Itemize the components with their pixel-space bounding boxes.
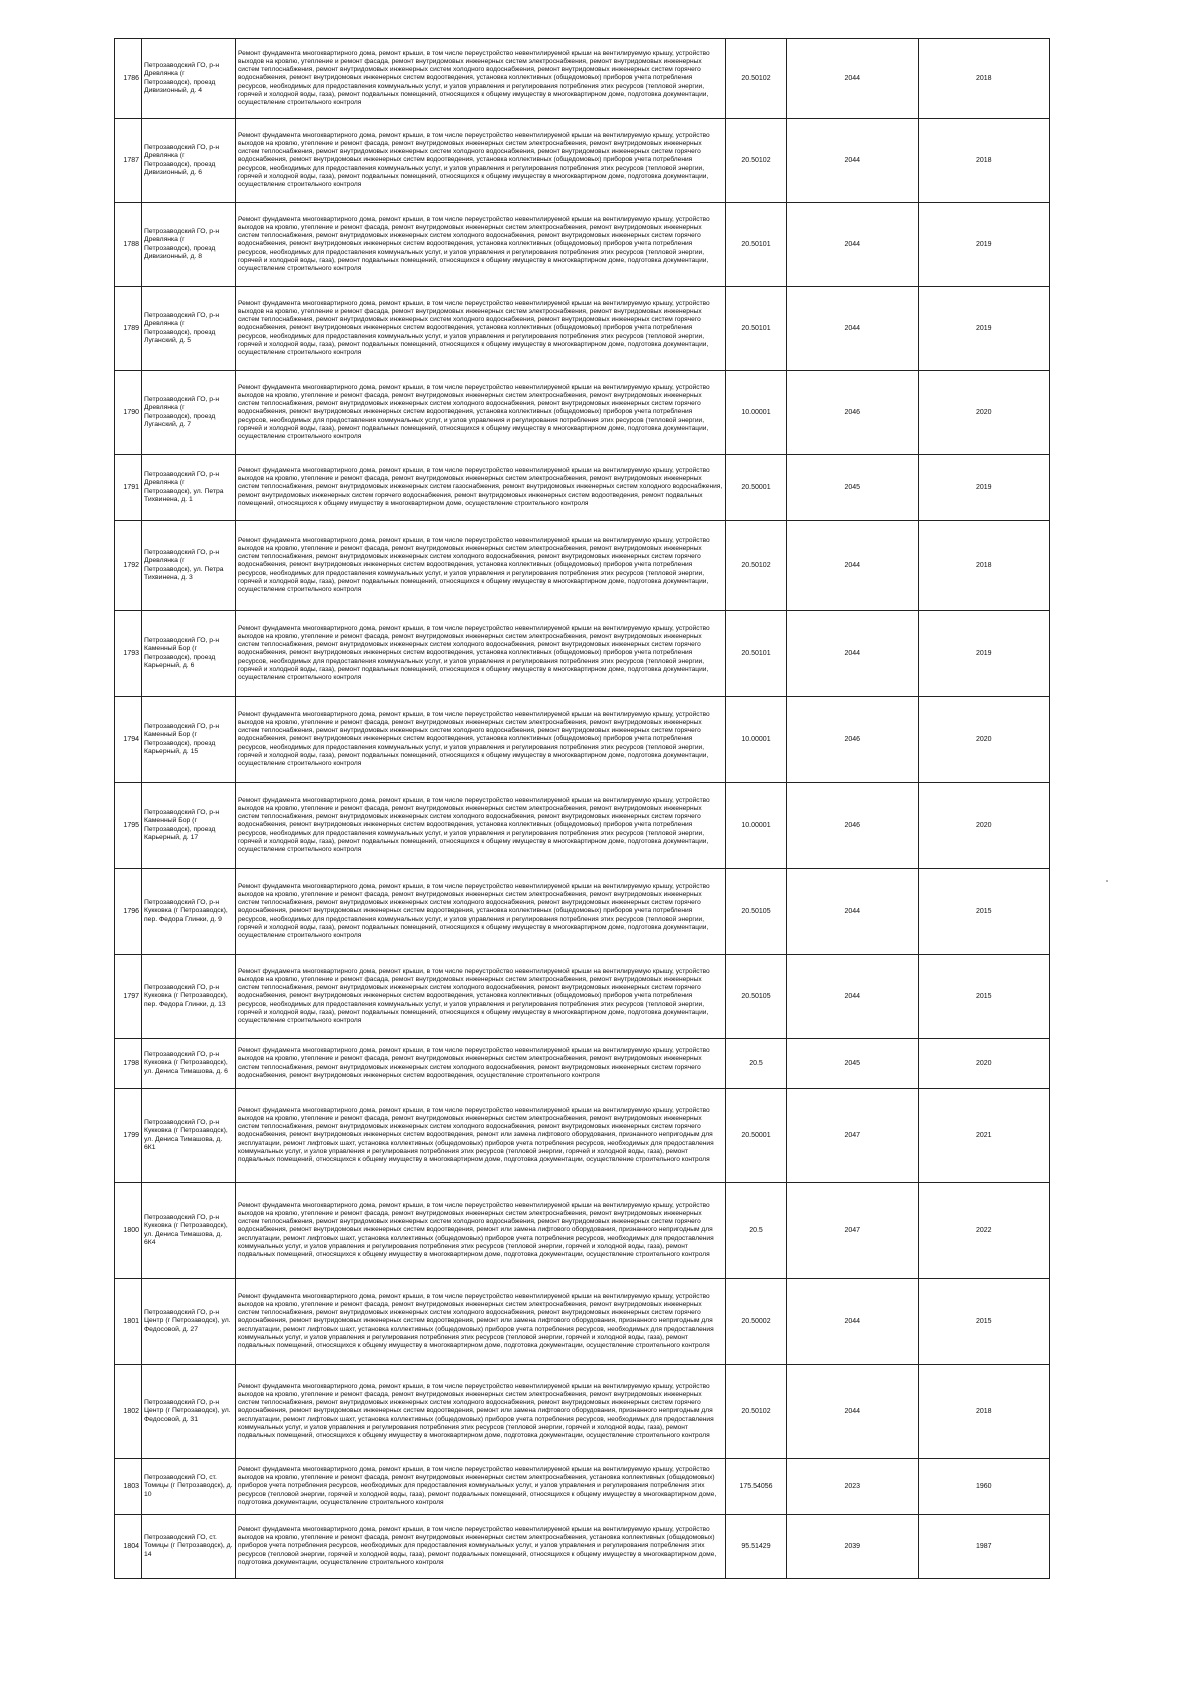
address-cell [142,119,236,203]
planned-year-cell-text: 2044 [844,241,861,248]
row-number-cell [115,1365,142,1459]
planned-year-cell [787,39,919,119]
repair-works-cell-text: Ремонт фундамента многоквартирного дома, ремонт крыши, в том числе переустройство невентилируемой крыши на вентилируемую крышу, устройство выходов на кровлю, утепление и ремонт фасада, ремонт внутридомовых инженерных систем электроснабжения, ремонт внутридомовых инженерных систем теплоснабжения, ремонт внутридомовых инженерных систем холодного водоснабжения, ремонт внутридомовых инженерных систем горячего водоснабжения, ремонт внутридомовых инженерных систем водоотведения, установка коллективных (общедомовых) приборов учета потребления ресурсов, необходимых для предоставления коммунальных услуг, и узлов управления и регулирования потребления этих ресурсов (тепловой энергии, горячей и холодной воды, газа), ремонт подвальных помещений, относящихся к общему имуществу в многоквартирном доме, подготовка документации, осуществление строительного контроля [238,383,710,440]
row-number-cell [115,203,142,287]
repair-works-cell-text: Ремонт фундамента многоквартирного дома, ремонт крыши, в том числе переустройство невентилируемой крыши на вентилируемую крышу, устройство выходов на кровлю, утепление и ремонт фасада, ремонт внутридомовых инженерных систем электроснабжения, ремонт внутридомовых инженерных систем теплоснабжения, ремонт внутридомовых инженерных систем газоснабжения, ремонт внутридомовых инженерных систем холодного водоснабжения, ремонт внутридомовых инженерных систем горячего водоснабжения, ремонт внутридомовых инженерных систем водоотведения, ремонт подвальных помещений, относящихся к общему имуществу в многоквартирном доме, осуществление строительного контроля [238,466,723,507]
row-number-cell [115,119,142,203]
year-cell-text: 2020 [975,822,992,829]
row-number-cell [115,1039,142,1089]
address-cell-text: Петрозаводский ГО, р-н Кукковка (г Петрозаводск), пер. Федора Глинки, д. 9 [144,898,228,923]
table-row [115,1039,1050,1089]
planned-year-cell-text: 2047 [844,1227,861,1234]
year-cell [918,455,1050,521]
repair-works-cell [236,1039,726,1089]
repair-works-cell-text: Ремонт фундамента многоквартирного дома, ремонт крыши, в том числе переустройство невентилируемой крыши на вентилируемую крышу, устройство выходов на кровлю, утепление и ремонт фасада, ремонт внутридомовых инженерных систем электроснабжения, ремонт внутридомовых инженерных систем теплоснабжения, ремонт внутридомовых инженерных систем холодного водоснабжения, ремонт внутридомовых инженерных систем горячего водоснабжения, ремонт внутридомовых инженерных систем водоотведения, ремонт или замена лифтового оборудования, признанного непригодным для эксплуатации, ремонт лифтовых шахт, установка коллективных (общедомовых) приборов учета потребления ресурсов, необходимых для предоставления коммунальных услуг, и узлов управления и регулирования потребления этих ресурсов (тепловой энергии, горячей и холодной воды, газа), ремонт подвальных помещений, относящихся к общему имуществу в многоквартирном доме, подготовка документации, осуществление строительного контроля [238,1201,714,1258]
planned-year-cell-text: 2044 [844,325,861,332]
address-cell [142,455,236,521]
planned-year-cell [787,521,919,611]
cost-cell [726,1279,787,1365]
table-row [115,955,1050,1039]
year-cell-text: 2019 [975,484,992,491]
row-number-cell-text: 1793 [123,650,139,657]
planned-year-cell [787,783,919,869]
repair-works-cell [236,1459,726,1515]
row-number-cell [115,371,142,455]
year-cell-text: 2018 [975,75,992,82]
address-cell [142,955,236,1039]
row-number-cell-text: 1798 [123,1060,139,1067]
row-number-cell [115,1279,142,1365]
table-row [115,119,1050,203]
cost-cell [726,783,787,869]
address-cell-text: Петрозаводский ГО, р-н Каменный Бор (г Петрозаводск), проезд Карьерный, д. 17 [144,808,220,841]
cost-cell [726,455,787,521]
address-cell-text: Петрозаводский ГО, р-н Каменный Бор (г Петрозаводск), проезд Карьерный, д. 15 [144,722,220,755]
cost-cell-text: 20.50002 [741,1318,771,1325]
table-row [115,39,1050,119]
repair-works-cell-text: Ремонт фундамента многоквартирного дома, ремонт крыши, в том числе переустройство невентилируемой крыши на вентилируемую крышу, устройство выходов на кровлю, утепление и ремонт фасада, ремонт внутридомовых инженерных систем электроснабжения, ремонт внутридомовых инженерных систем теплоснабжения, ремонт внутридомовых инженерных систем холодного водоснабжения, ремонт внутридомовых инженерных систем горячего водоснабжения, ремонт внутридомовых инженерных систем водоотведения, установка коллективных (общедомовых) приборов учета потребления ресурсов, необходимых для предоставления коммунальных услуг, и узлов управления и регулирования потребления этих ресурсов (тепловой энергии, горячей и холодной воды, газа), ремонт подвальных помещений, относящихся к общему имуществу в многоквартирном доме, подготовка документации, осуществление строительного контроля [238,624,710,681]
year-cell-text: 2015 [975,908,992,915]
table-row [115,1183,1050,1279]
repair-works-cell [236,119,726,203]
planned-year-cell [787,455,919,521]
year-cell-text: 2021 [975,1132,992,1139]
planned-year-cell [787,203,919,287]
planned-year-cell-text: 2046 [844,736,861,743]
cost-cell-text: 20.50102 [741,562,771,569]
planned-year-cell-text: 2023 [844,1483,861,1490]
row-number-cell [115,1459,142,1515]
cost-cell [726,1365,787,1459]
repair-works-cell [236,1365,726,1459]
repair-works-cell [236,611,726,697]
year-cell-text: 2018 [975,1408,992,1415]
year-cell-text: 2019 [975,241,992,248]
planned-year-cell-text: 2047 [844,1132,861,1139]
repair-works-cell-text: Ремонт фундамента многоквартирного дома, ремонт крыши, в том числе переустройство невентилируемой крыши на вентилируемую крышу, устройство выходов на кровлю, утепление и ремонт фасада, ремонт внутридомовых инженерных систем электроснабжения, ремонт внутридомовых инженерных систем теплоснабжения, ремонт внутридомовых инженерных систем холодного водоснабжения, ремонт внутридомовых инженерных систем горячего водоснабжения, ремонт внутридомовых инженерных систем водоотведения, осуществление строительного контроля [238,1047,710,1079]
year-cell [918,783,1050,869]
table-row [115,1089,1050,1183]
year-cell-text: 2020 [975,736,992,743]
cost-cell [726,521,787,611]
row-number-cell [115,611,142,697]
year-cell [918,1279,1050,1365]
repair-works-cell-text: Ремонт фундамента многоквартирного дома, ремонт крыши, в том числе переустройство невентилируемой крыши на вентилируемую крышу, устройство выходов на кровлю, утепление и ремонт фасада, ремонт внутридомовых инженерных систем электроснабжения, ремонт внутридомовых инженерных систем теплоснабжения, ремонт внутридомовых инженерных систем холодного водоснабжения, ремонт внутридомовых инженерных систем горячего водоснабжения, ремонт внутридомовых инженерных систем водоотведения, установка коллективных (общедомовых) приборов учета потребления ресурсов, необходимых для предоставления коммунальных услуг, и узлов управления и регулирования потребления этих ресурсов (тепловой энергии, горячей и холодной воды, газа), ремонт подвальных помещений, относящихся к общему имуществу в многоквартирном доме, подготовка документации, осуществление строительного контроля [238,882,710,939]
year-cell-text: 2019 [975,650,992,657]
table-row [115,1365,1050,1459]
repair-works-cell-text: Ремонт фундамента многоквартирного дома, ремонт крыши, в том числе переустройство невентилируемой крыши на вентилируемую крышу, устройство выходов на кровлю, утепление и ремонт фасада, ремонт внутридомовых инженерных систем электроснабжения, установка коллективных (общедомовых) приборов учета потребления ресурсов, необходимых для предоставления коммунальных услуг, и узлов управления и регулирования потребления этих ресурсов (тепловой энергии, горячей и холодной воды, газа), ремонт подвальных помещений, относящихся к общему имуществу в многоквартирном доме, подготовка документации, осуществление строительного контроля [238,1465,717,1506]
year-cell-text: 2019 [975,325,992,332]
planned-year-cell [787,1279,919,1365]
table-row [115,521,1050,611]
planned-year-cell-text: 2044 [844,993,861,1000]
year-cell [918,869,1050,955]
row-number-cell [115,521,142,611]
repair-works-cell-text: Ремонт фундамента многоквартирного дома, ремонт крыши, в том числе переустройство невентилируемой крыши на вентилируемую крышу, устройство выходов на кровлю, утепление и ремонт фасада, ремонт внутридомовых инженерных систем электроснабжения, ремонт внутридомовых инженерных систем теплоснабжения, ремонт внутридомовых инженерных систем холодного водоснабжения, ремонт внутридомовых инженерных систем горячего водоснабжения, ремонт внутридомовых инженерных систем водоотведения, установка коллективных (общедомовых) приборов учета потребления ресурсов, необходимых для предоставления коммунальных услуг, и узлов управления и регулирования потребления этих ресурсов (тепловой энергии, горячей и холодной воды, газа), ремонт подвальных помещений, относящихся к общему имуществу в многоквартирном доме, подготовка документации, осуществление строительного контроля [238,49,710,106]
year-cell [918,1515,1050,1579]
row-number-cell [115,455,142,521]
table-row [115,371,1050,455]
year-cell-text: 1960 [975,1483,992,1490]
address-cell [142,869,236,955]
row-number-cell [115,955,142,1039]
cost-cell [726,287,787,371]
year-cell-text: 2018 [975,562,992,569]
row-number-cell [115,1183,142,1279]
repair-works-cell-text: Ремонт фундамента многоквартирного дома, ремонт крыши, в том числе переустройство невентилируемой крыши на вентилируемую крышу, устройство выходов на кровлю, утепление и ремонт фасада, ремонт внутридомовых инженерных систем электроснабжения, ремонт внутридомовых инженерных систем теплоснабжения, ремонт внутридомовых инженерных систем холодного водоснабжения, ремонт внутридомовых инженерных систем горячего водоснабжения, ремонт внутридомовых инженерных систем водоотведения, ремонт или замена лифтового оборудования, признанного непригодным для эксплуатации, ремонт лифтовых шахт, установка коллективных (общедомовых) приборов учета потребления ресурсов, необходимых для предоставления коммунальных услуг, и узлов управления и регулирования потребления этих ресурсов (тепловой энергии, горячей и холодной воды, газа), ремонт подвальных помещений, относящихся к общему имуществу в многоквартирном доме, подготовка документации, осуществление строительного контроля [238,1292,714,1349]
planned-year-cell [787,1089,919,1183]
planned-year-cell [787,371,919,455]
planned-year-cell [787,1365,919,1459]
planned-year-cell [787,697,919,783]
year-cell [918,119,1050,203]
address-cell-text: Петрозаводский ГО, р-н Древлянка (г Петрозаводск), проезд Дивизионный, д. 4 [144,61,220,94]
table-row [115,869,1050,955]
row-number-cell-text: 1802 [123,1408,139,1415]
row-number-cell-text: 1801 [123,1318,139,1325]
row-number-cell-text: 1790 [123,409,139,416]
row-number-cell-text: 1787 [123,157,139,164]
planned-year-cell-text: 2044 [844,75,861,82]
row-number-cell-text: 1791 [123,484,139,491]
address-cell [142,203,236,287]
address-cell-text: Петрозаводский ГО, р-н Каменный Бор (г Петрозаводск), проезд Карьерный, д. 6 [144,636,220,669]
repair-works-cell-text: Ремонт фундамента многоквартирного дома, ремонт крыши, в том числе переустройство невентилируемой крыши на вентилируемую крышу, устройство выходов на кровлю, утепление и ремонт фасада, ремонт внутридомовых инженерных систем электроснабжения, ремонт внутридомовых инженерных систем теплоснабжения, ремонт внутридомовых инженерных систем холодного водоснабжения, ремонт внутридомовых инженерных систем горячего водоснабжения, ремонт внутридомовых инженерных систем водоотведения, установка коллективных (общедомовых) приборов учета потребления ресурсов, необходимых для предоставления коммунальных услуг, и узлов управления и регулирования потребления этих ресурсов (тепловой энергии, горячей и холодной воды, газа), ремонт подвальных помещений, относящихся к общему имуществу в многоквартирном доме, подготовка документации, осуществление строительного контроля [238,710,710,767]
repair-works-cell [236,371,726,455]
repair-works-cell [236,955,726,1039]
planned-year-cell-text: 2046 [844,409,861,416]
cost-cell [726,1515,787,1579]
planned-year-cell-text: 2044 [844,908,861,915]
table-row [115,1515,1050,1579]
year-cell [918,1183,1050,1279]
address-cell-text: Петрозаводский ГО, ст. Томицы (г Петрозаводск), д. 14 [144,1533,233,1558]
planned-year-cell-text: 2044 [844,157,861,164]
year-cell-text: 2020 [975,1060,992,1067]
table-row [115,1459,1050,1515]
address-cell [142,39,236,119]
year-cell [918,203,1050,287]
address-cell-text: Петрозаводский ГО, р-н Древлянка (г Петрозаводск), проезд Луганский, д. 7 [144,395,220,428]
year-cell [918,1365,1050,1459]
row-number-cell [115,869,142,955]
table-body [115,39,1050,1579]
repair-works-cell [236,1279,726,1365]
cost-cell-text: 20.50101 [741,325,771,332]
cost-cell-text: 20.5 [749,1060,763,1067]
cost-cell-text: 20.50101 [741,241,771,248]
repair-works-cell [236,39,726,119]
planned-year-cell-text: 2046 [844,822,861,829]
capital-repair-table [114,38,1050,1579]
row-number-cell [115,287,142,371]
year-cell-text: 2018 [975,157,992,164]
planned-year-cell [787,869,919,955]
planned-year-cell [787,611,919,697]
year-cell [918,611,1050,697]
repair-works-cell [236,1515,726,1579]
planned-year-cell-text: 2045 [844,1060,861,1067]
address-cell-text: Петрозаводский ГО, р-н Кукковка (г Петрозаводск), ул. Дениса Тимашова, д. 6К4 [144,1213,228,1246]
cost-cell-text: 20.50105 [741,993,771,1000]
year-cell [918,287,1050,371]
address-cell-text: Петрозаводский ГО, р-н Кукковка (г Петрозаводск), ул. Дениса Тимашова, д. 6К1 [144,1118,228,1151]
address-cell [142,1183,236,1279]
planned-year-cell [787,955,919,1039]
row-number-cell-text: 1800 [123,1227,139,1234]
planned-year-cell-text: 2039 [844,1543,861,1550]
planned-year-cell [787,1459,919,1515]
table-row [115,455,1050,521]
cost-cell [726,203,787,287]
year-cell-text: 2015 [975,993,992,1000]
address-cell-text: Петрозаводский ГО, р-н Древлянка (г Петрозаводск), проезд Дивизионный, д. 6 [144,143,220,176]
row-number-cell-text: 1797 [123,993,139,1000]
year-cell-text: 2015 [975,1318,992,1325]
planned-year-cell-text: 2045 [844,484,861,491]
table-row [115,783,1050,869]
planned-year-cell-text: 2044 [844,562,861,569]
year-cell [918,1089,1050,1183]
table-row [115,287,1050,371]
cost-cell [726,1039,787,1089]
table-row [115,203,1050,287]
year-cell [918,39,1050,119]
cost-cell [726,611,787,697]
year-cell [918,371,1050,455]
address-cell [142,1039,236,1089]
cost-cell [726,1183,787,1279]
row-number-cell [115,1089,142,1183]
table-row [115,611,1050,697]
cost-cell-text: 10.00001 [741,409,771,416]
repair-works-cell [236,697,726,783]
year-cell [918,955,1050,1039]
repair-works-cell-text: Ремонт фундамента многоквартирного дома, ремонт крыши, в том числе переустройство невентилируемой крыши на вентилируемую крышу, устройство выходов на кровлю, утепление и ремонт фасада, ремонт внутридомовых инженерных систем электроснабжения, ремонт внутридомовых инженерных систем теплоснабжения, ремонт внутридомовых инженерных систем холодного водоснабжения, ремонт внутридомовых инженерных систем горячего водоснабжения, ремонт внутридомовых инженерных систем водоотведения, ремонт или замена лифтового оборудования, признанного непригодным для эксплуатации, ремонт лифтовых шахт, установка коллективных (общедомовых) приборов учета потребления ресурсов, необходимых для предоставления коммунальных услуг, и узлов управления и регулирования потребления этих ресурсов (тепловой энергии, горячей и холодной воды, газа), ремонт подвальных помещений, относящихся к общему имуществу в многоквартирном доме, подготовка документации, осуществление строительного контроля [238,1106,714,1163]
cost-cell-text: 20.50101 [741,650,771,657]
scan-speck [1106,880,1108,882]
cost-cell-text: 10.00001 [741,822,771,829]
year-cell [918,521,1050,611]
cost-cell-text: 175.54056 [739,1483,773,1490]
cost-cell [726,955,787,1039]
row-number-cell [115,697,142,783]
address-cell [142,697,236,783]
address-cell-text: Петрозаводский ГО, ст. Томицы (г Петрозаводск), д. 10 [144,1473,233,1498]
repair-works-cell-text: Ремонт фундамента многоквартирного дома, ремонт крыши, в том числе переустройство невентилируемой крыши на вентилируемую крышу, устройство выходов на кровлю, утепление и ремонт фасада, ремонт внутридомовых инженерных систем электроснабжения, ремонт внутридомовых инженерных систем теплоснабжения, ремонт внутридомовых инженерных систем холодного водоснабжения, ремонт внутридомовых инженерных систем горячего водоснабжения, ремонт внутридомовых инженерных систем водоотведения, установка коллективных (общедомовых) приборов учета потребления ресурсов, необходимых для предоставления коммунальных услуг, и узлов управления и регулирования потребления этих ресурсов (тепловой энергии, горячей и холодной воды, газа), ремонт подвальных помещений, относящихся к общему имуществу в многоквартирном доме, подготовка документации, осуществление строительного контроля [238,796,710,853]
row-number-cell-text: 1804 [123,1543,139,1550]
row-number-cell-text: 1799 [123,1132,139,1139]
cost-cell [726,697,787,783]
planned-year-cell-text: 2044 [844,650,861,657]
row-number-cell-text: 1786 [123,75,139,82]
repair-works-cell [236,287,726,371]
address-cell [142,783,236,869]
address-cell-text: Петрозаводский ГО, р-н Центр (г Петрозаводск), ул. Федосовой, д. 27 [144,1308,231,1333]
repair-works-cell-text: Ремонт фундамента многоквартирного дома, ремонт крыши, в том числе переустройство невентилируемой крыши на вентилируемую крышу, устройство выходов на кровлю, утепление и ремонт фасада, ремонт внутридомовых инженерных систем электроснабжения, ремонт внутридомовых инженерных систем теплоснабжения, ремонт внутридомовых инженерных систем холодного водоснабжения, ремонт внутридомовых инженерных систем горячего водоснабжения, ремонт внутридомовых инженерных систем водоотведения, ремонт или замена лифтового оборудования, признанного непригодным для эксплуатации, ремонт лифтовых шахт, установка коллективных (общедомовых) приборов учета потребления ресурсов, необходимых для предоставления коммунальных услуг, и узлов управления и регулирования потребления этих ресурсов (тепловой энергии, горячей и холодной воды, газа), ремонт подвальных помещений, относящихся к общему имуществу в многоквартирном доме, подготовка документации, осуществление строительного контроля [238,1382,714,1439]
address-cell [142,1459,236,1515]
table-row [115,697,1050,783]
year-cell [918,697,1050,783]
repair-works-cell [236,455,726,521]
cost-cell [726,119,787,203]
address-cell-text: Петрозаводский ГО, р-н Кукковка (г Петрозаводск), пер. Федора Глинки, д. 13 [144,983,228,1008]
repair-works-cell-text: Ремонт фундамента многоквартирного дома, ремонт крыши, в том числе переустройство невентилируемой крыши на вентилируемую крышу, устройство выходов на кровлю, утепление и ремонт фасада, ремонт внутридомовых инженерных систем электроснабжения, ремонт внутридомовых инженерных систем теплоснабжения, ремонт внутридомовых инженерных систем холодного водоснабжения, ремонт внутридомовых инженерных систем горячего водоснабжения, ремонт внутридомовых инженерных систем водоотведения, установка коллективных (общедомовых) приборов учета потребления ресурсов, необходимых для предоставления коммунальных услуг, и узлов управления и регулирования потребления этих ресурсов (тепловой энергии, горячей и холодной воды, газа), ремонт подвальных помещений, относящихся к общему имуществу в многоквартирном доме, подготовка документации, осуществление строительного контроля [238,967,710,1024]
row-number-cell-text: 1794 [123,736,139,743]
cost-cell-text: 20.50102 [741,75,771,82]
cost-cell-text: 20.50105 [741,908,771,915]
cost-cell-text: 20.50001 [741,1132,771,1139]
cost-cell [726,1459,787,1515]
repair-works-cell-text: Ремонт фундамента многоквартирного дома, ремонт крыши, в том числе переустройство невентилируемой крыши на вентилируемую крышу, устройство выходов на кровлю, утепление и ремонт фасада, ремонт внутридомовых инженерных систем электроснабжения, ремонт внутридомовых инженерных систем теплоснабжения, ремонт внутридомовых инженерных систем холодного водоснабжения, ремонт внутридомовых инженерных систем горячего водоснабжения, ремонт внутридомовых инженерных систем водоотведения, установка коллективных (общедомовых) приборов учета потребления ресурсов, необходимых для предоставления коммунальных услуг, и узлов управления и регулирования потребления этих ресурсов (тепловой энергии, горячей и холодной воды, газа), ремонт подвальных помещений, относящихся к общему имуществу в многоквартирном доме, подготовка документации, осуществление строительного контроля [238,299,710,356]
planned-year-cell [787,1183,919,1279]
address-cell-text: Петрозаводский ГО, р-н Древлянка (г Петрозаводск), ул. Петра Тихвинена, д. 1 [144,470,224,503]
row-number-cell-text: 1792 [123,562,139,569]
repair-works-cell [236,1183,726,1279]
row-number-cell-text: 1795 [123,822,139,829]
year-cell [918,1039,1050,1089]
repair-works-cell [236,203,726,287]
row-number-cell [115,783,142,869]
planned-year-cell [787,1515,919,1579]
year-cell-text: 2022 [975,1227,992,1234]
row-number-cell-text: 1789 [123,325,139,332]
cost-cell-text: 10.00001 [741,736,771,743]
address-cell-text: Петрозаводский ГО, р-н Центр (г Петрозаводск), ул. Федосовой, д. 31 [144,1398,231,1423]
planned-year-cell-text: 2044 [844,1408,861,1415]
year-cell-text: 2020 [975,409,992,416]
address-cell [142,1365,236,1459]
address-cell [142,287,236,371]
row-number-cell-text: 1803 [123,1483,139,1490]
address-cell [142,1089,236,1183]
cost-cell [726,371,787,455]
year-cell [918,1459,1050,1515]
cost-cell [726,869,787,955]
address-cell-text: Петрозаводский ГО, р-н Кукковка (г Петрозаводск), ул. Дениса Тимашова, д. 6 [144,1050,228,1075]
address-cell-text: Петрозаводский ГО, р-н Древлянка (г Петрозаводск), ул. Петра Тихвинена, д. 3 [144,548,224,581]
address-cell [142,611,236,697]
address-cell-text: Петрозаводский ГО, р-н Древлянка (г Петрозаводск), проезд Дивизионный, д. 8 [144,227,220,260]
row-number-cell [115,39,142,119]
address-cell [142,1515,236,1579]
repair-works-cell-text: Ремонт фундамента многоквартирного дома, ремонт крыши, в том числе переустройство невентилируемой крыши на вентилируемую крышу, устройство выходов на кровлю, утепление и ремонт фасада, ремонт внутридомовых инженерных систем электроснабжения, ремонт внутридомовых инженерных систем теплоснабжения, ремонт внутридомовых инженерных систем холодного водоснабжения, ремонт внутридомовых инженерных систем горячего водоснабжения, ремонт внутридомовых инженерных систем водоотведения, установка коллективных (общедомовых) приборов учета потребления ресурсов, необходимых для предоставления коммунальных услуг, и узлов управления и регулирования потребления этих ресурсов (тепловой энергии, горячей и холодной воды, газа), ремонт подвальных помещений, относящихся к общему имуществу в многоквартирном доме, подготовка документации, осуществление строительного контроля [238,215,710,272]
repair-works-cell [236,1089,726,1183]
row-number-cell-text: 1788 [123,241,139,248]
row-number-cell-text: 1796 [123,908,139,915]
address-cell-text: Петрозаводский ГО, р-н Древлянка (г Петрозаводск), проезд Луганский, д. 5 [144,311,220,344]
planned-year-cell [787,287,919,371]
table-row [115,1279,1050,1365]
cost-cell [726,1089,787,1183]
address-cell [142,521,236,611]
planned-year-cell-text: 2044 [844,1318,861,1325]
repair-works-cell [236,521,726,611]
repair-works-cell-text: Ремонт фундамента многоквартирного дома, ремонт крыши, в том числе переустройство невентилируемой крыши на вентилируемую крышу, устройство выходов на кровлю, утепление и ремонт фасада, ремонт внутридомовых инженерных систем электроснабжения, ремонт внутридомовых инженерных систем теплоснабжения, ремонт внутридомовых инженерных систем холодного водоснабжения, ремонт внутридомовых инженерных систем горячего водоснабжения, ремонт внутридомовых инженерных систем водоотведения, установка коллективных (общедомовых) приборов учета потребления ресурсов, необходимых для предоставления коммунальных услуг, и узлов управления и регулирования потребления этих ресурсов (тепловой энергии, горячей и холодной воды, газа), ремонт подвальных помещений, относящихся к общему имуществу в многоквартирном доме, подготовка документации, осуществление строительного контроля [238,131,710,188]
cost-cell-text: 20.50102 [741,1408,771,1415]
address-cell [142,1279,236,1365]
address-cell [142,371,236,455]
cost-cell [726,39,787,119]
repair-works-cell [236,869,726,955]
cost-cell-text: 20.50001 [741,484,771,491]
row-number-cell [115,1515,142,1579]
cost-cell-text: 95.51429 [741,1543,771,1550]
repair-works-cell [236,783,726,869]
planned-year-cell [787,119,919,203]
cost-cell-text: 20.5 [749,1227,763,1234]
repair-works-cell-text: Ремонт фундамента многоквартирного дома, ремонт крыши, в том числе переустройство невентилируемой крыши на вентилируемую крышу, устройство выходов на кровлю, утепление и ремонт фасада, ремонт внутридомовых инженерных систем электроснабжения, установка коллективных (общедомовых) приборов учета потребления ресурсов, необходимых для предоставления коммунальных услуг, и узлов управления и регулирования потребления этих ресурсов (тепловой энергии, горячей и холодной воды, газа), ремонт подвальных помещений, относящихся к общему имуществу в многоквартирном доме, подготовка документации, осуществление строительного контроля [238,1525,717,1566]
year-cell-text: 1987 [975,1543,992,1550]
repair-works-cell-text: Ремонт фундамента многоквартирного дома, ремонт крыши, в том числе переустройство невентилируемой крыши на вентилируемую крышу, устройство выходов на кровлю, утепление и ремонт фасада, ремонт внутридомовых инженерных систем электроснабжения, ремонт внутридомовых инженерных систем теплоснабжения, ремонт внутридомовых инженерных систем холодного водоснабжения, ремонт внутридомовых инженерных систем горячего водоснабжения, ремонт внутридомовых инженерных систем водоотведения, установка коллективных (общедомовых) приборов учета потребления ресурсов, необходимых для предоставления коммунальных услуг, и узлов управления и регулирования потребления этих ресурсов (тепловой энергии, горячей и холодной воды, газа), ремонт подвальных помещений, относящихся к общему имуществу в многоквартирном доме, подготовка документации, осуществление строительного контроля [238,536,710,593]
cost-cell-text: 20.50102 [741,157,771,164]
planned-year-cell [787,1039,919,1089]
